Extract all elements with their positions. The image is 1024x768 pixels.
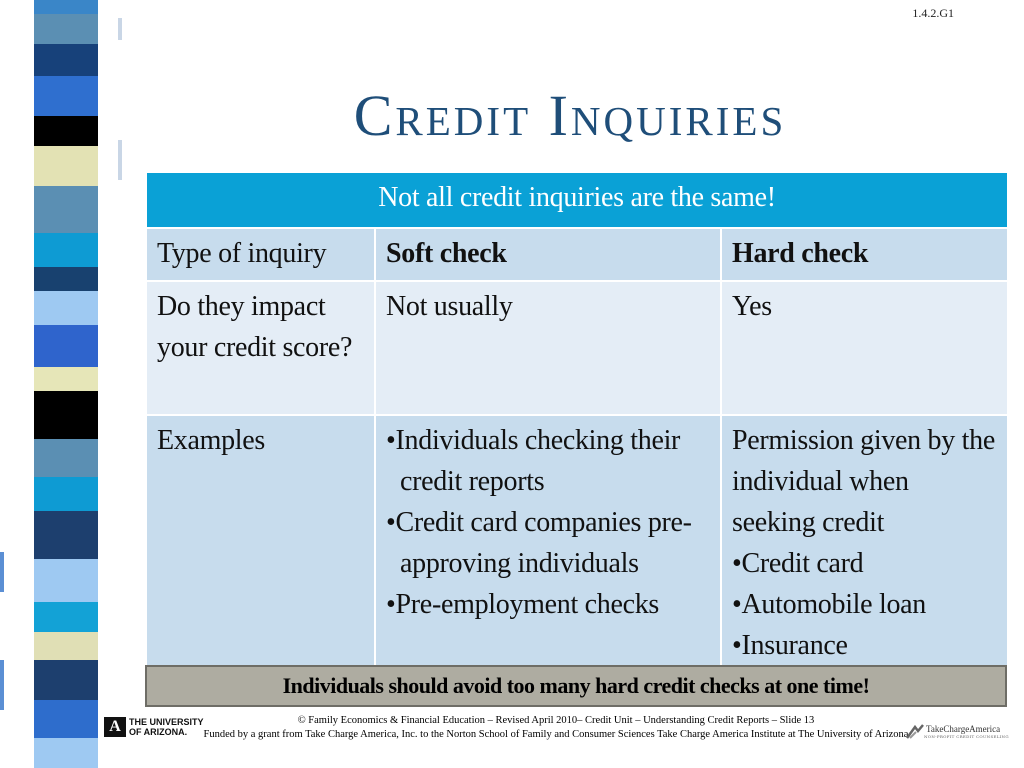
table-cell-examples-label: Examples (146, 415, 375, 673)
credit-inquiry-table (145, 171, 1009, 674)
edge-mark (0, 660, 4, 710)
stripe (34, 439, 98, 477)
table-cell-soft-impact: Not usually (375, 281, 721, 415)
table-cell-hard-examples (721, 415, 1008, 673)
stripe (34, 477, 98, 511)
table-cell-soft-examples (375, 415, 721, 673)
stripe (34, 632, 98, 660)
footer-copyright: © Family Economics & Financial Education – Revised April 2010– Credit Unit – Understanding Credit Reports – Slide 13 (297, 715, 815, 726)
logo-subtext: NON-PROFIT CREDIT COUNSELING (924, 734, 1009, 739)
soft-examples-list (386, 420, 710, 625)
table-cell-hard-impact: Yes (721, 281, 1008, 415)
edge-mark (118, 140, 122, 180)
arizona-a-icon: A (104, 717, 126, 737)
slide-title: Credit Inquiries (353, 83, 787, 148)
stripe (34, 700, 98, 738)
stripe (34, 367, 98, 391)
footer (200, 714, 912, 742)
list-item: • Credit card companies pre-approving individuals (386, 502, 710, 584)
stripe (34, 0, 98, 14)
table-row (146, 228, 1008, 281)
list-item: • Insurance (732, 625, 997, 666)
table-row (146, 281, 1008, 415)
table-row (146, 415, 1008, 673)
decorative-stripe-bar (34, 0, 98, 768)
table-header: Not all credit inquiries are the same! (146, 172, 1008, 228)
university-of-arizona-logo (104, 717, 204, 737)
table-cell-impact-label: Do they impact your credit score? (146, 281, 375, 415)
table-header-row (146, 172, 1008, 228)
list-item: • Automobile loan (732, 584, 997, 625)
stripe (34, 325, 98, 367)
table-cell-type-label: Type of inquiry (146, 228, 375, 281)
table-cell-hard-check: Hard check (721, 228, 1008, 281)
stripe (34, 291, 98, 325)
callout-box: Individuals should avoid too many hard credit checks at one time! (145, 665, 1007, 707)
stripe (34, 391, 98, 439)
logo-text: TakeChargeAmerica (926, 724, 1001, 734)
stripe (34, 660, 98, 700)
hard-examples-list (732, 543, 997, 666)
footer-funding: Funded by a grant from Take Charge America, Inc. to the Norton School of Family and Consumer Sciences Take Charge America Institute at The University of Arizona (203, 729, 909, 740)
stripe (34, 76, 98, 116)
stripe (34, 146, 98, 186)
stripe (34, 186, 98, 234)
slide-code: 1.4.2.G1 (912, 6, 954, 20)
stripe (34, 511, 98, 559)
stripe (34, 267, 98, 291)
edge-mark (0, 552, 4, 592)
table-cell-soft-check: Soft check (375, 228, 721, 281)
stripe (34, 559, 98, 603)
stripe (34, 116, 98, 146)
list-item: • Pre-employment checks (386, 584, 710, 625)
take-charge-america-logo (906, 724, 1009, 740)
arrow-icon (906, 724, 924, 740)
hard-examples-intro: Permission given by the individual when seeking credit (732, 425, 995, 538)
logo-text: THE UNIVERSITY (129, 717, 204, 727)
stripe (34, 602, 98, 632)
stripe (34, 233, 98, 267)
edge-mark (118, 18, 122, 40)
stripe (34, 738, 98, 768)
logo-text: OF ARIZONA. (129, 727, 188, 737)
stripe (34, 14, 98, 44)
stripe (34, 44, 98, 76)
list-item: • Credit card (732, 543, 997, 584)
list-item: • Individuals checking their credit reports (386, 420, 710, 502)
